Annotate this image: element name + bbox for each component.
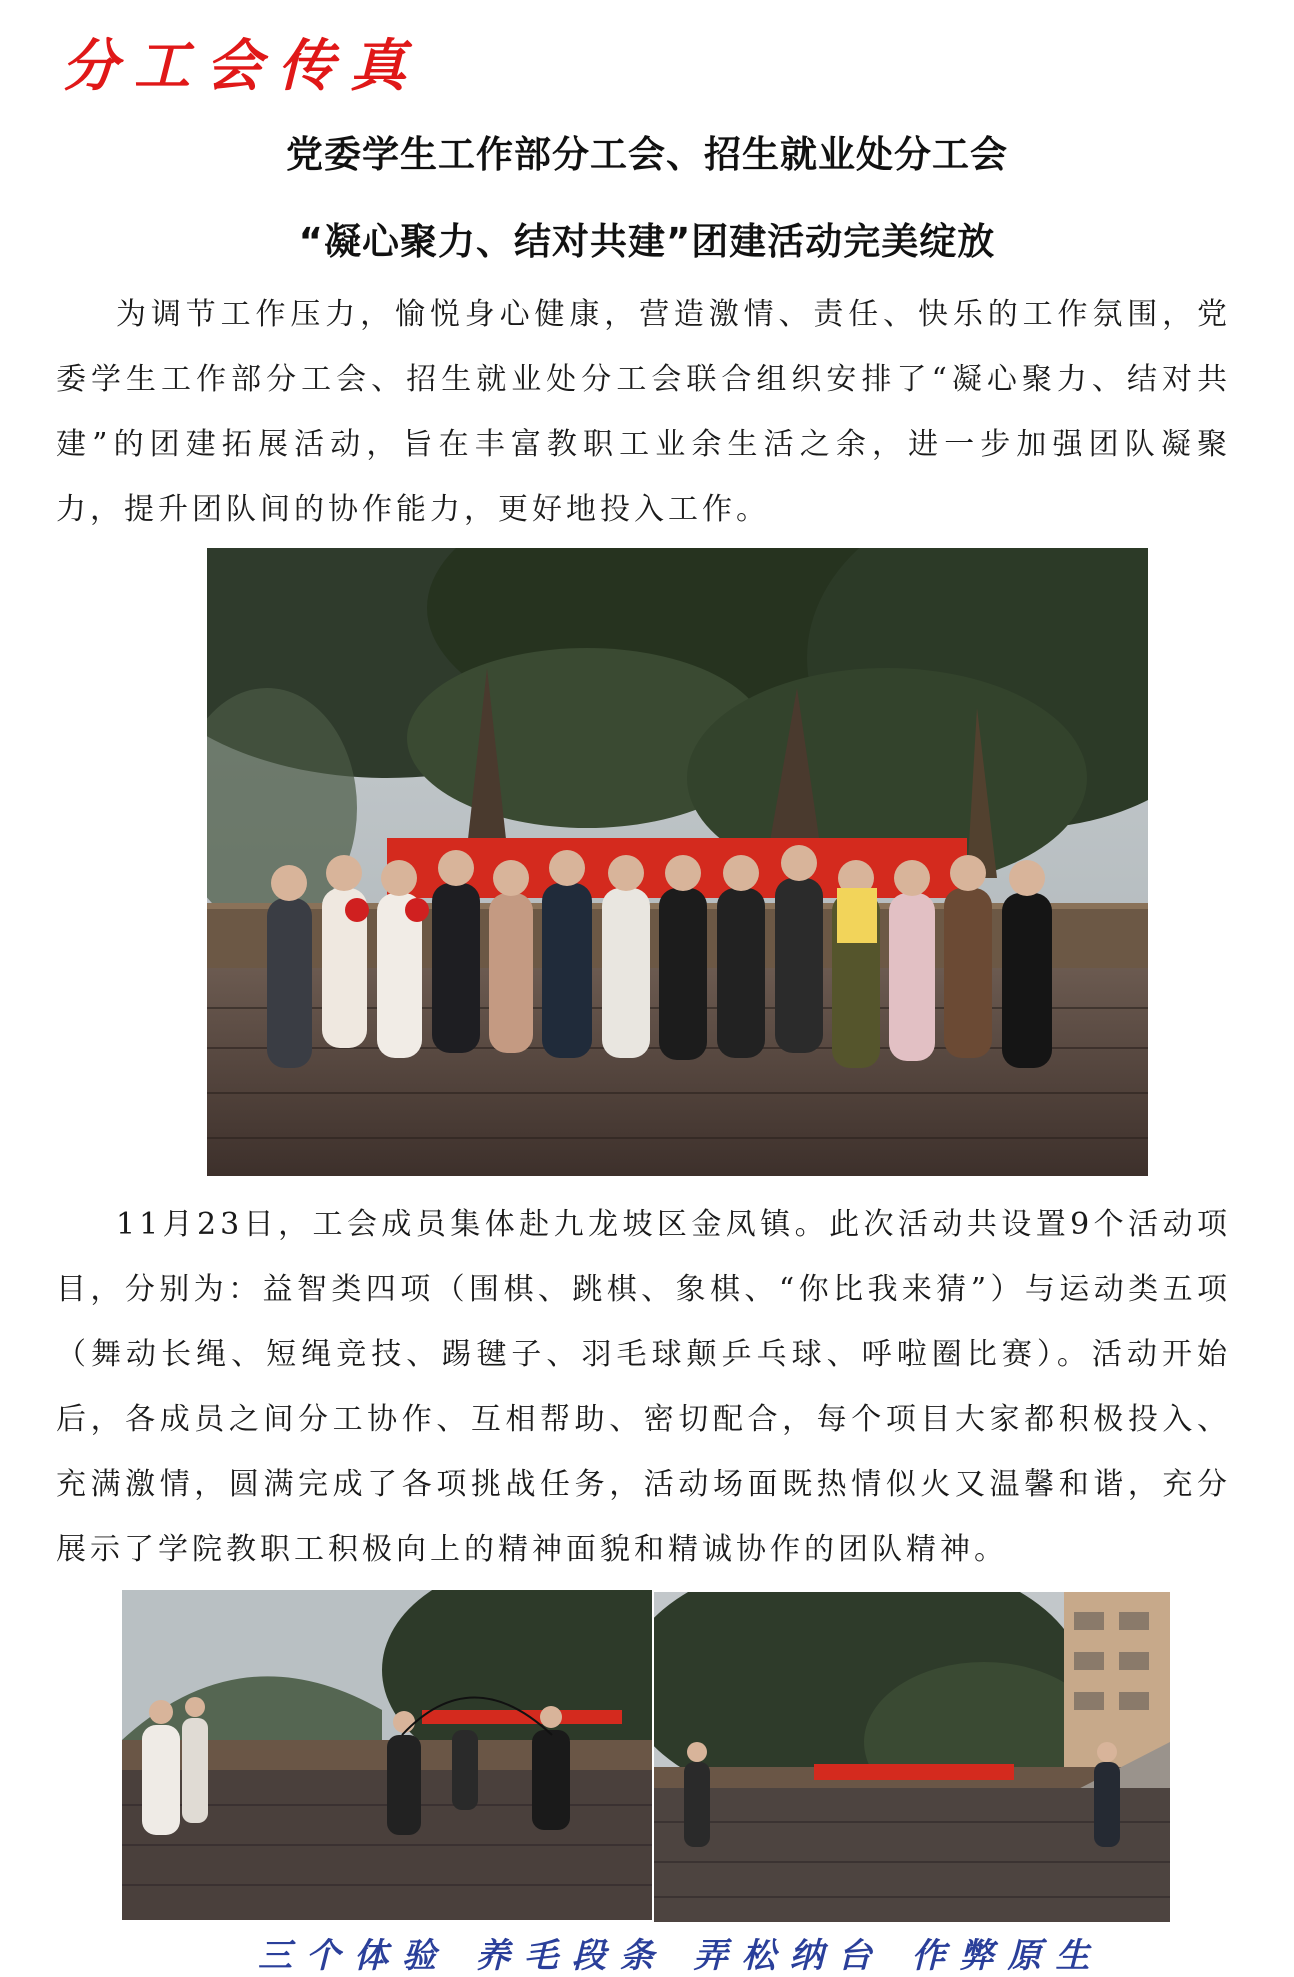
masthead-title: 分工会传真 xyxy=(62,33,422,99)
activity-photo-left xyxy=(122,1590,652,1920)
article-paragraph-1: 为调节工作压力，愉悦身心健康，营造激情、责任、快乐的工作氛围，党委学生工作部分工会、招生就业处分工会联合组织安排了“凝心聚力、结对共建”的团建拓展活动，旨在丰富教职工业余生活之余，进一步加强团队凝聚力，提升团队间的协作能力，更好地投入工作。 xyxy=(56,297,1231,527)
photo-caption: 三个体验 养毛段条 弄松纳台 作弊原生 xyxy=(258,1936,1104,1976)
group-photo xyxy=(207,548,1148,1176)
article-paragraph-2: 11月23日，工会成员集体赴九龙坡区金凤镇。此次活动共设置9个活动项目，分别为：益智类四项（围棋、跳棋、象棋、“你比我来猜”）与运动类五项（舞动长绳、短绳竞技、踢毽子、羽毛球颠乒乓球、呼啦圈比赛）。活动开始后，各成员之间分工协作、互相帮助、密切配合，每个项目大家都积极投入、充满激情，圆满完成了各项挑战任务，活动场面既热情似火又温馨和谐，充分展示了学院教职工积极向上的精神面貌和精诚协作的团队精神。 xyxy=(56,1207,1231,1567)
article-title-line2: “凝心聚力、结对共建”团建活动完美绽放 xyxy=(298,220,996,263)
article-title-line1: 党委学生工作部分工会、招生就业处分工会 xyxy=(286,133,1008,176)
activity-photo-right xyxy=(654,1592,1170,1922)
